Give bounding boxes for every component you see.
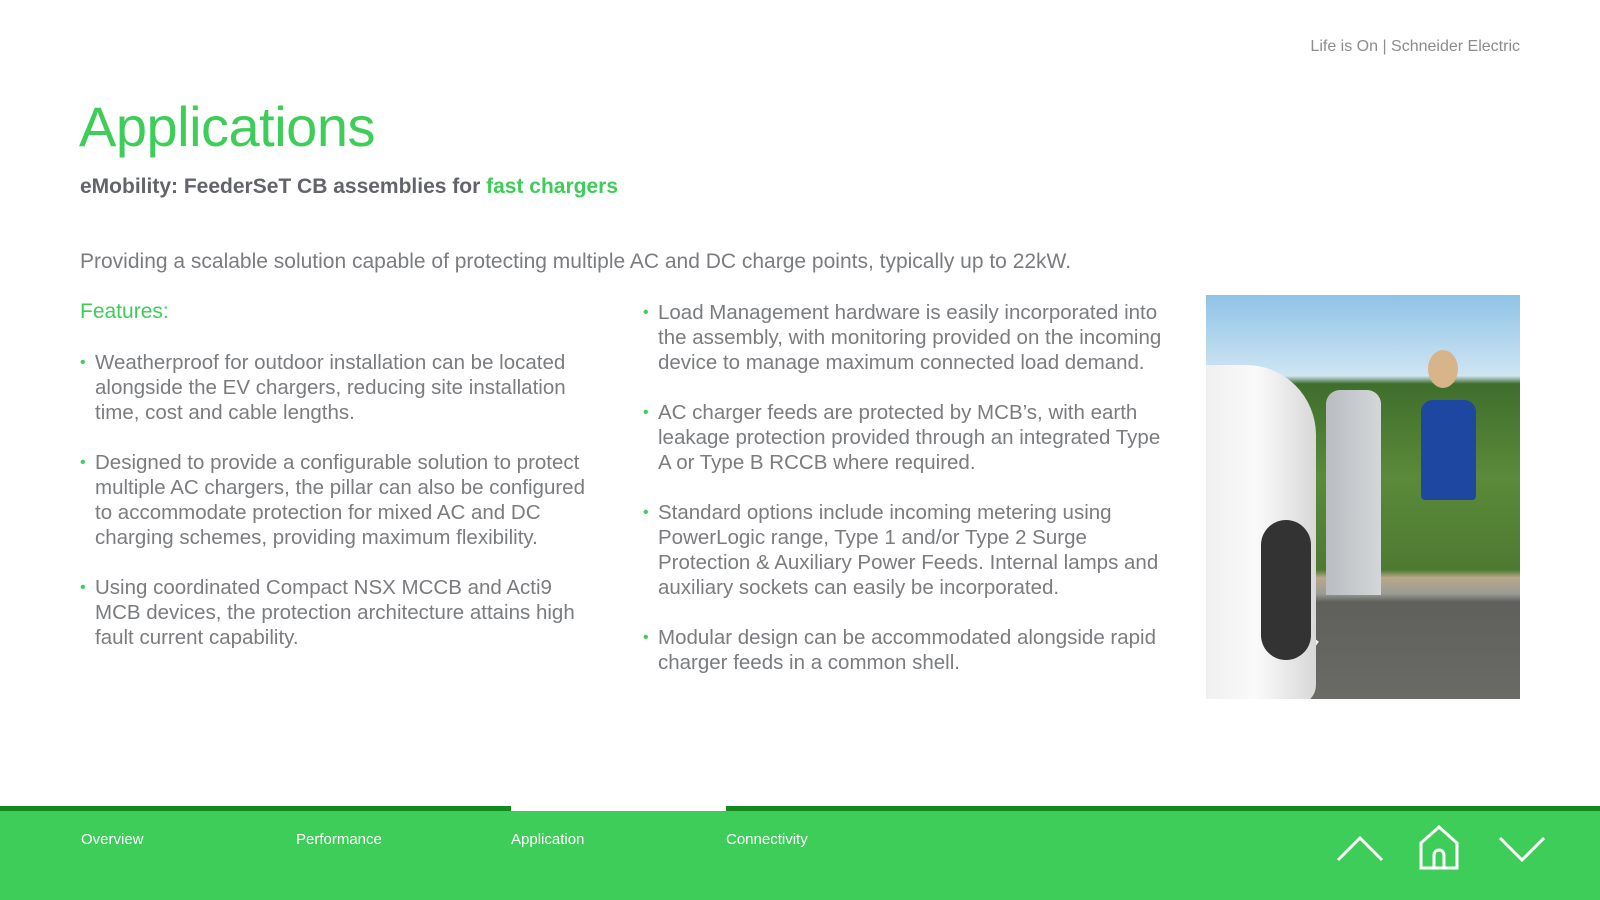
tab-application[interactable]: Application	[511, 831, 585, 848]
active-tab-indicator	[511, 800, 726, 811]
page-title: Applications	[79, 95, 375, 158]
list-item-text: Modular design can be accommodated alongside rapid charger feeds in a common shell.	[658, 626, 1157, 674]
chevron-up-icon[interactable]	[1336, 826, 1384, 866]
list-item-text: AC charger feeds are protected by MCB’s, with earth leakage protection provided through an integrated Type A or Type B RCCB where required.	[658, 401, 1161, 474]
features-column-1	[80, 350, 600, 675]
list-item-text: Designed to provide a configurable solution to protect multiple AC chargers, the pillar can also be configured to accommodate protection for mixed AC and DC charging schemes, providing maximum flexibility.	[95, 451, 585, 549]
ev-charging-photo	[1206, 295, 1520, 699]
charging-pillar	[1326, 390, 1381, 595]
list-item	[80, 450, 600, 550]
bullet-icon: •	[643, 304, 649, 321]
bullet-icon: •	[643, 504, 649, 521]
list-item	[80, 575, 600, 650]
home-icon[interactable]	[1418, 824, 1460, 870]
person-head	[1428, 350, 1458, 388]
subtitle-highlight: fast chargers	[486, 175, 619, 198]
list-item-text: Using coordinated Compact NSX MCCB and Acti9 MCB devices, the protection architecture attains high fault current capability.	[95, 576, 575, 649]
brand-tagline: Life is On | Schneider Electric	[1310, 38, 1520, 55]
subtitle-prefix: eMobility: FeederSeT CB assemblies for	[80, 175, 487, 198]
chevron-down-icon[interactable]	[1498, 826, 1546, 866]
bullet-icon: •	[643, 629, 649, 646]
list-item-text: Weatherproof for outdoor installation can be located alongside the EV chargers, reducing site installation time, cost and cable lengths.	[95, 351, 566, 424]
bullet-icon: •	[80, 579, 86, 596]
features-label: Features:	[80, 300, 169, 323]
list-item-text: Standard options include incoming metering using PowerLogic range, Type 1 and/or Type 2 Surge Protection & Auxiliary Power Feeds. Internal lamps and auxiliary sockets can easily be incorporated.	[658, 501, 1159, 599]
list-item	[643, 300, 1163, 375]
list-item	[80, 350, 600, 425]
tab-overview[interactable]: Overview	[81, 831, 144, 848]
bullet-icon: •	[643, 404, 649, 421]
tab-performance[interactable]: Performance	[296, 831, 382, 848]
intro-text: Providing a scalable solution capable of protecting multiple AC and DC charge points, typically up to 22kW.	[80, 250, 1072, 273]
tab-connectivity[interactable]: Connectivity	[726, 831, 808, 848]
bullet-icon: •	[80, 354, 86, 371]
list-item	[643, 625, 1163, 675]
page-subtitle	[80, 175, 618, 199]
features-column-2	[643, 300, 1163, 700]
list-item-text: Load Management hardware is easily incorporated into the assembly, with monitoring provided on the incoming device to manage maximum connected load demand.	[658, 301, 1162, 374]
bullet-icon: •	[80, 454, 86, 471]
person	[1421, 400, 1476, 500]
car-wheel	[1261, 520, 1311, 660]
list-item	[643, 400, 1163, 475]
list-item	[643, 500, 1163, 600]
